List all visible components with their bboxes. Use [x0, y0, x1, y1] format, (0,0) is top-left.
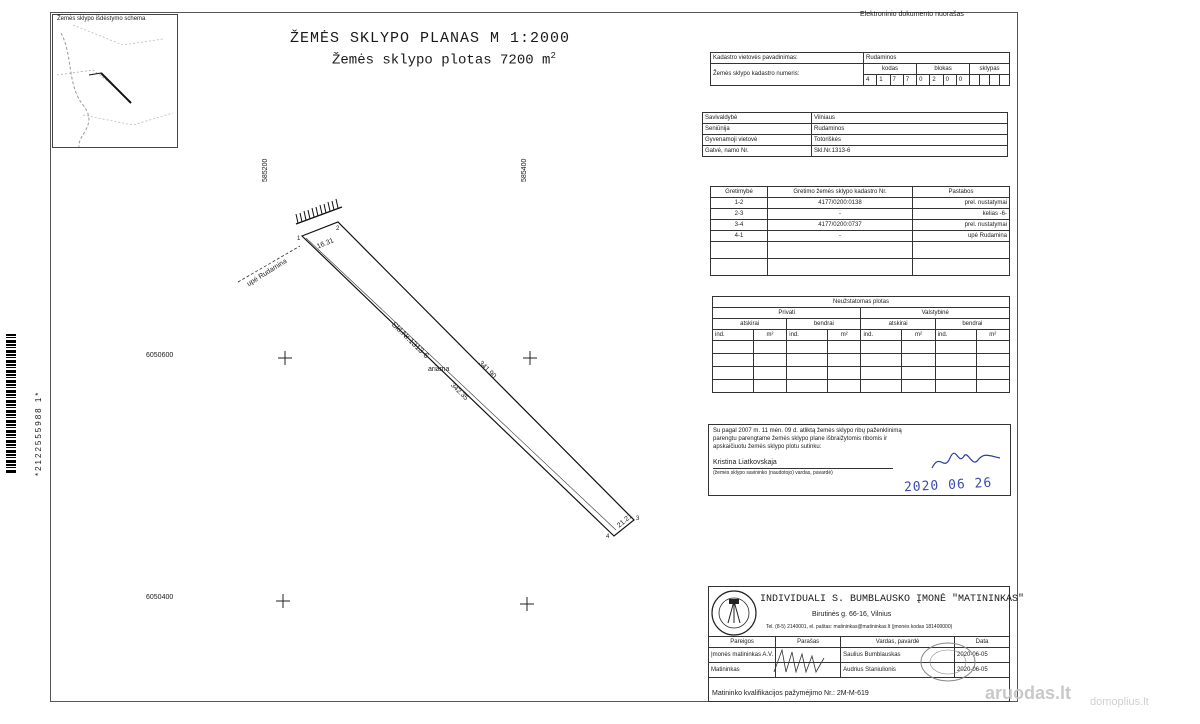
unused-separate: atskirai	[713, 319, 787, 330]
page-title: ŽEMĖS SKLYPO PLANAS M 1:2000	[290, 30, 571, 47]
company-stamp	[918, 640, 978, 684]
cadastre-digit	[980, 75, 990, 86]
company-contacts: Tel. (8-5) 2140001, el. paštas: matininkas@matininkas.lt (įmonės kodas 181400000)	[766, 624, 953, 630]
boundaries-header: Gretimo žemės sklypo kadastro Nr.	[768, 187, 913, 198]
unused-state: Valstybinė	[861, 308, 1010, 319]
cadastre-digit: 2	[930, 75, 943, 86]
boundary-cell: 3-4	[711, 220, 768, 231]
unused-common: bendrai	[935, 319, 1009, 330]
surveyor-col-date: Data	[955, 637, 1010, 648]
boundary-cell: 4177/0200:0138	[768, 198, 913, 209]
cadastre-number-label: Žemės sklypo kadastro numeris:	[711, 64, 864, 86]
surveyor-date: 2020-06-05	[955, 648, 1010, 663]
company-name: INDIVIDUALI S. BUMBLAUSKO ĮMONĖ "MATININKAS"	[760, 594, 1025, 605]
boundary-cell: 4-1	[711, 231, 768, 242]
surveyor-signature-scribble	[772, 646, 828, 676]
river-leader	[238, 246, 300, 282]
unused-common: bendrai	[787, 319, 861, 330]
cadastre-digit: 7	[890, 75, 903, 86]
unused-title: Neužstatomas plotas	[713, 297, 1010, 308]
cadastre-digit	[999, 75, 1009, 86]
company-logo	[710, 589, 758, 637]
cadastre-digit: 7	[903, 75, 916, 86]
surveyor-position: Įmonės matininkas A.V.	[709, 648, 776, 663]
dim-top: 16.31	[316, 237, 335, 251]
coord-x-left: 585200	[262, 158, 269, 182]
boundary-cell: 2-3	[711, 209, 768, 220]
plot-area: Žemės sklypo plotas 7200 $m^2$	[332, 51, 556, 69]
cadastre-col-block: blokas	[917, 64, 970, 75]
boundary-cell: prel. nustatymai	[913, 220, 1010, 231]
boundary-cell: upė Rudamina	[913, 231, 1010, 242]
unused-col-m2: m²	[828, 330, 861, 341]
address-label: Savivaldybė	[703, 113, 812, 124]
address-label: Gyvenamoji vietovė	[703, 135, 812, 146]
coord-y-top: 6050600	[146, 352, 174, 359]
cadastre-digit: 0	[917, 75, 930, 86]
unused-col-ind: ind.	[713, 330, 754, 341]
address-value: Rudaminos	[812, 124, 1008, 135]
unused-area-table	[712, 296, 1010, 393]
address-value: Totoriškės	[812, 135, 1008, 146]
surveyor-license: Matininko kvalifikacijos pažymėjimo Nr.: 2M-M-619	[712, 690, 869, 697]
surveyor-date: 2020-06-05	[955, 663, 1010, 678]
unused-col-m2: m²	[753, 330, 786, 341]
company-address: Birutinės g. 66-16, Vilnius	[812, 611, 892, 618]
cadastre-table	[710, 52, 1010, 86]
address-label: Seniūnija	[703, 124, 812, 135]
electronic-copy-label: Elektroninio dokumento nuorašas	[860, 11, 964, 18]
point-2: 2	[336, 226, 340, 232]
surveyor-position: Matininkas	[709, 663, 776, 678]
cadastre-digit: 0	[943, 75, 956, 86]
owner-caption: (žemės sklypo savininko (naudotojo) vardas, pavardė)	[713, 468, 893, 477]
boundary-cell: 1-2	[711, 198, 768, 209]
unused-col-m2: m²	[902, 330, 935, 341]
boundaries-header: Pastabos	[913, 187, 1010, 198]
surveyor-name: Saulius Bumblauskas	[841, 648, 955, 663]
plot-label: Skl.Nr.1313-6	[389, 320, 431, 361]
unused-col-ind: ind.	[935, 330, 976, 341]
surveyor-col-position: Pareigos	[709, 637, 776, 648]
surveyor-col-name: Vardas, pavardė	[841, 637, 955, 648]
boundaries-table	[710, 186, 1010, 276]
address-table	[702, 112, 1008, 157]
dim-bottom: 21.21	[616, 512, 634, 530]
cadastre-digit	[970, 75, 980, 86]
cadastre-digit	[990, 75, 1000, 86]
address-value: Skl.Nr.1313-6	[812, 146, 1008, 157]
inset-title: Žemės sklypo išdėstymo schema	[57, 16, 146, 22]
unused-col-ind: ind.	[861, 330, 902, 341]
certification-text: Su pagal 2007 m. 11 mėn. 09 d. atliktą žemės sklypo ribų paženklinimą parengtu parengtame žemės sklypo plane išbraižytomis ribomis ir apskaičiuotu žemės sklypo plotu sutinku:	[713, 428, 902, 450]
dim-long-2: 342.35	[449, 382, 470, 403]
address-label: Gatvė, namo Nr.	[703, 146, 812, 157]
boundary-cell: prel. nustatymai	[913, 198, 1010, 209]
boundaries-header: Gretimybė	[711, 187, 768, 198]
barcode-number: *2122555988 1*	[34, 390, 43, 476]
owner-name: Kristina Liatkovskaja	[713, 459, 777, 466]
cadastre-col-code: kodas	[864, 64, 917, 75]
cadastre-digit: 4	[864, 75, 877, 86]
surveyor-col-signature: Parašas	[776, 637, 841, 648]
river-label: upė Rudamina	[246, 257, 289, 288]
cadastre-digit: 1	[877, 75, 890, 86]
watermark-brand: aruodas.lt	[985, 683, 1072, 703]
plot-boundary	[302, 222, 634, 536]
cadastre-col-plot: sklypas	[970, 64, 1010, 75]
boundary-cell: kelias -6-	[913, 209, 1010, 220]
dim-long-1: 341.90	[477, 360, 498, 381]
unused-separate: atskirai	[861, 319, 935, 330]
coord-y-bottom: 6050400	[146, 594, 174, 601]
land-use-label: ariama	[428, 366, 450, 373]
cadastre-location-value: Rudaminos	[864, 53, 1010, 64]
boundary-cell: 4177/0200:0737	[768, 220, 913, 231]
point-4: 4	[606, 534, 610, 540]
point-1: 1	[297, 236, 301, 242]
address-value: Vilniaus	[812, 113, 1008, 124]
unused-private: Privati	[713, 308, 861, 319]
point-3: 3	[636, 516, 640, 522]
watermark-domain: domoplius.lt	[1090, 696, 1149, 708]
unused-col-m2: m²	[976, 330, 1009, 341]
dimension-line	[306, 238, 616, 530]
cadastre-location-label: Kadastro vietovės pavadinimas:	[711, 53, 864, 64]
boundary-cell: -	[768, 231, 913, 242]
boundary-cell: -	[768, 209, 913, 220]
road-edge	[296, 207, 342, 224]
owner-signature	[928, 448, 1004, 474]
surveyor-name: Audrius Staniulionis	[841, 663, 955, 678]
certification-date: 2020 06 26	[903, 475, 993, 496]
unused-col-ind: ind.	[787, 330, 828, 341]
cadastre-digit: 0	[956, 75, 969, 86]
coord-x-right: 585400	[521, 158, 528, 182]
